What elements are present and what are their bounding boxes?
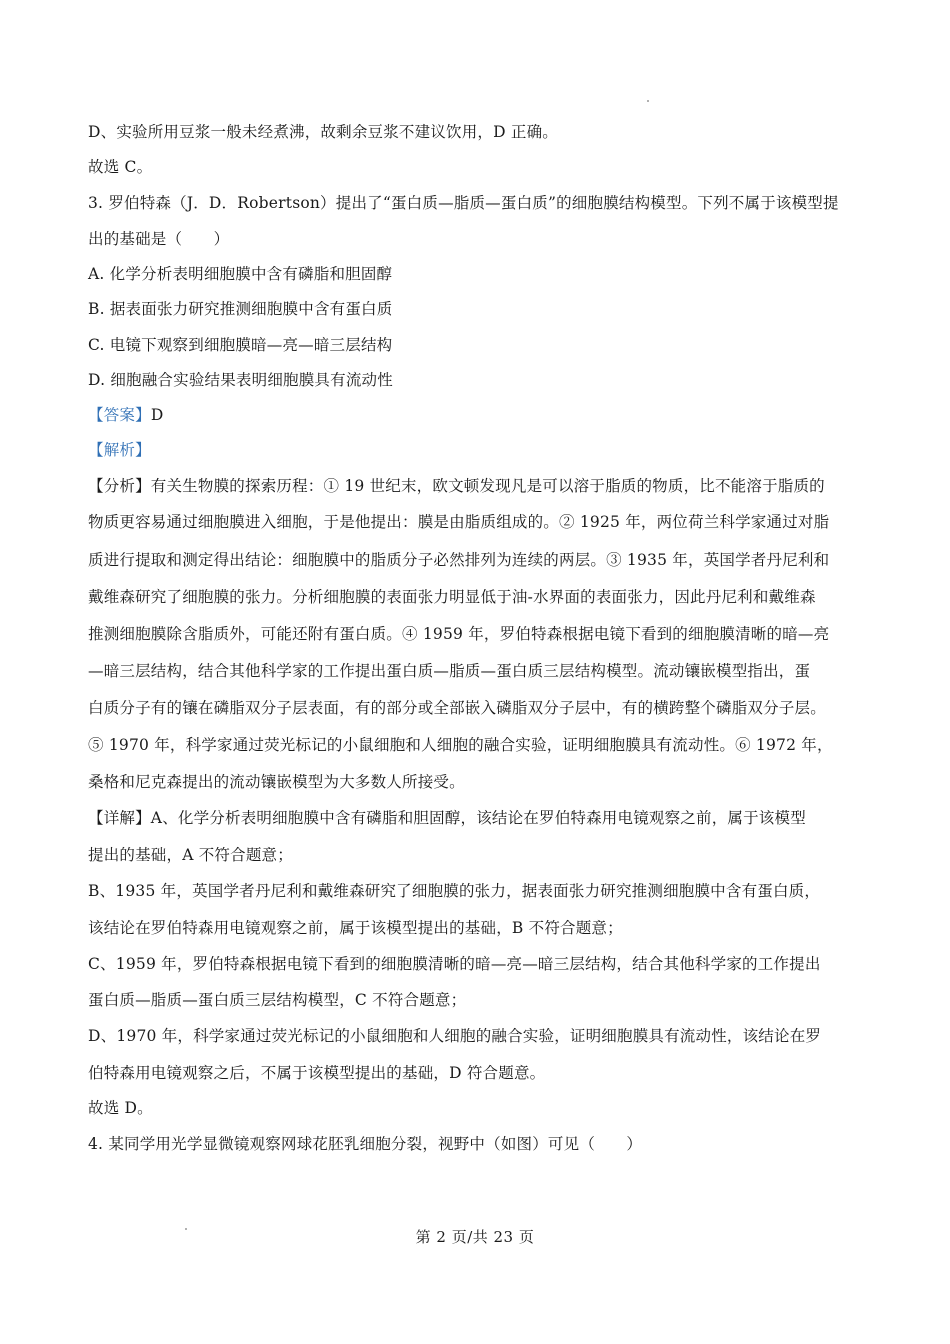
analysis-line-4: 戴维森研究了细胞膜的张力。分析细胞膜的表面张力明显低于油-水界面的表面张力，因此丹尼利和戴维森 bbox=[88, 588, 816, 606]
detail-line-8: 伯特森用电镜观察之后，不属于该模型提出的基础，D 符合题意。 bbox=[88, 1064, 546, 1082]
option-d: D. 细胞融合实验结果表明细胞膜具有流动性 bbox=[88, 371, 393, 389]
answer-value: D bbox=[150, 406, 164, 424]
line-2: 故选 C。 bbox=[88, 158, 153, 176]
detail-line-7: D、1970 年，科学家通过荧光标记的小鼠细胞和人细胞的融合实验，证明细胞膜具有流动性，该结论在罗 bbox=[88, 1027, 822, 1045]
detail-line-2: 提出的基础，A 不符合题意； bbox=[88, 846, 293, 864]
detail-line-9: 故选 D。 bbox=[88, 1099, 153, 1117]
option-a: A. 化学分析表明细胞膜中含有磷脂和胆固醇 bbox=[88, 265, 393, 283]
detail-line-4: 该结论在罗伯特森用电镜观察之前，属于该模型提出的基础，B 不符合题意； bbox=[88, 919, 623, 937]
question-3-stem-cont: 出的基础是（ ） bbox=[88, 230, 230, 248]
analysis-line-8: ⑤ 1970 年，科学家通过荧光标记的小鼠细胞和人细胞的融合实验，证明细胞膜具有流动性。⑥ 1972 年， bbox=[88, 736, 833, 754]
analysis-line-6: —暗三层结构，结合其他科学家的工作提出蛋白质—脂质—蛋白质三层结构模型。流动镶嵌模型指出，蛋 bbox=[88, 662, 811, 680]
option-c: C. 电镜下观察到细胞膜暗—亮—暗三层结构 bbox=[88, 336, 393, 354]
analysis-line-5: 推测细胞膜除含脂质外，可能还附有蛋白质。④ 1959 年，罗伯特森根据电镜下看到的细胞膜清晰的暗—亮 bbox=[88, 625, 830, 643]
analysis-line-9: 桑格和尼克森提出的流动镶嵌模型为大多数人所接受。 bbox=[88, 773, 465, 791]
option-b: B. 据表面张力研究推测细胞膜中含有蛋白质 bbox=[88, 300, 393, 318]
question-3-stem: 3. 罗伯特森（J．D．Robertson）提出了“蛋白质—脂质—蛋白质”的细胞膜结构模型。下列不属于该模型提 bbox=[88, 194, 839, 212]
line-1: D、实验所用豆浆一般未经煮沸，故剩余豆浆不建议饮用，D 正确。 bbox=[88, 123, 558, 141]
analysis-label: 【解析】 bbox=[88, 441, 151, 459]
answer-line bbox=[88, 405, 890, 425]
analysis-heading bbox=[88, 440, 890, 460]
analysis-line-2: 物质更容易通过细胞膜进入细胞，于是他提出：膜是由脂质组成的。② 1925 年，两位荷兰科学家通过对脂 bbox=[88, 513, 830, 531]
page-footer: 第 2 页/共 23 页 bbox=[415, 1228, 535, 1246]
detail-line-5: C、1959 年，罗伯特森根据电镜下看到的细胞膜清晰的暗—亮—暗三层结构，结合其他科学家的工作提出 bbox=[88, 955, 821, 973]
answer-label: 【答案】 bbox=[88, 406, 151, 424]
detail-line-6: 蛋白质—脂质—蛋白质三层结构模型，C 不符合题意； bbox=[88, 991, 467, 1009]
analysis-line-7: 白质分子有的镶在磷脂双分子层表面，有的部分或全部嵌入磷脂双分子层中，有的横跨整个磷脂双分子层。 bbox=[88, 699, 826, 717]
detail-line-1: 【详解】A、化学分析表明细胞膜中含有磷脂和胆固醇，该结论在罗伯特森用电镜观察之前，属于该模型 bbox=[88, 809, 806, 827]
analysis-line-3: 质进行提取和测定得出结论：细胞膜中的脂质分子必然排列为连续的两层。③ 1935 年，英国学者丹尼利和 bbox=[88, 551, 830, 569]
detail-line-3: B、1935 年，英国学者丹尼利和戴维森研究了细胞膜的张力，据表面张力研究推测细胞膜中含有蛋白质， bbox=[88, 882, 821, 900]
question-4-stem: 4. 某同学用光学显微镜观察网球花胚乳细胞分裂，视野中（如图）可见（ ） bbox=[88, 1135, 643, 1153]
analysis-line-1: 【分析】有关生物膜的探索历程：① 19 世纪末，欧文顿发现凡是可以溶于脂质的物质，比不能溶于脂质的 bbox=[88, 477, 825, 495]
